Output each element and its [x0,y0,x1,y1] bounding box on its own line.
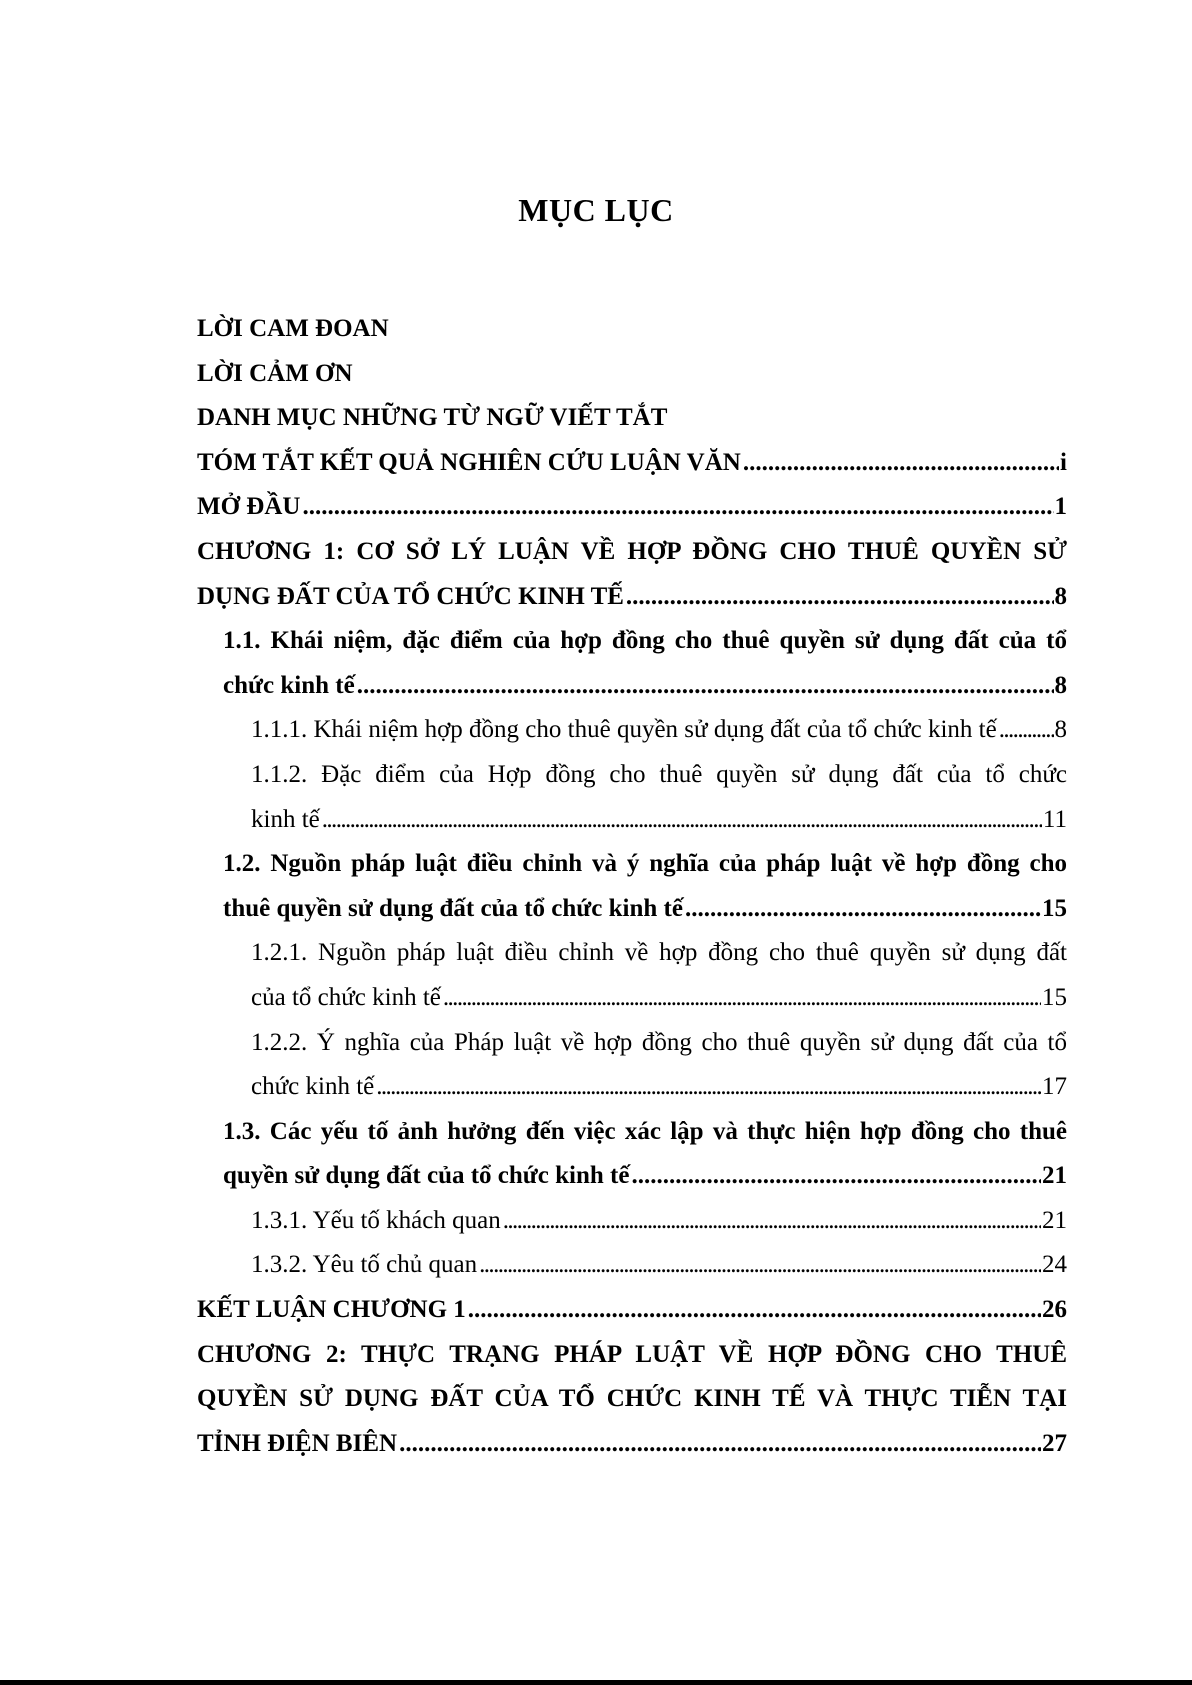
toc-entry-1-1-2[interactable] [197,753,1067,842]
dot-leader [631,1154,1041,1199]
toc-entry-loi-cam-doan[interactable] [197,307,1067,352]
toc-entry-title-line: kinh tế [251,805,320,833]
toc-entry-1-3-2[interactable] [197,1243,1067,1288]
toc-page-number: 17 [1042,1073,1067,1101]
toc-entry-tom-tat[interactable] [197,441,1067,486]
toc-entry-title-line: 1.1. Khái niệm, đặc điểm của hợp đồng cho thuê quyền sử dụng đất của tổ [223,627,1067,655]
toc-entry-title-line: 1.3. Các yếu tố ảnh hưởng đến việc xác lập và thực hiện hợp đồng cho thuê [223,1117,1067,1145]
dot-leader [399,1422,1041,1467]
toc-entry-danh-muc-tu-viet-tat[interactable] [197,396,1067,441]
toc-entry-mo-dau[interactable] [197,485,1067,530]
toc-entry-title-line: CHƯƠNG 2: THỰC TRẠNG PHÁP LUẬT VỀ HỢP ĐỒNG CHO THUÊ [197,1340,1067,1368]
toc-entry-1-3[interactable] [197,1110,1067,1199]
toc-page-number: 11 [1042,805,1067,833]
toc-entry-title: MỞ ĐẦU [197,493,301,521]
toc-entry-title: LỜI CAM ĐOAN [197,315,389,342]
toc-entry-title-line: 1.2.1. Nguồn pháp luật điều chỉnh về hợp đồng cho thuê quyền sử dụng đất [251,939,1067,967]
toc-page-number: i [1060,448,1067,476]
toc-entry-title: 1.3.1. Yếu tố khách quan [251,1206,501,1234]
toc-entry-title-line: QUYỀN SỬ DỤNG ĐẤT CỦA TỔ CHỨC KINH TẾ VÀ THỰC TIỄN TẠI [197,1385,1067,1413]
toc-entry-title-line: CHƯƠNG 1: CƠ SỞ LÝ LUẬN VỀ HỢP ĐỒNG CHO THUÊ QUYỀN SỬ [197,537,1067,565]
toc-entry-1-2-2[interactable] [197,1021,1067,1110]
toc-entry-chuong-2[interactable] [197,1333,1067,1467]
toc-entry-title-line: DỤNG ĐẤT CỦA TỔ CHỨC KINH TẾ [197,582,624,610]
toc-page-number: 15 [1042,894,1067,922]
toc-entry-title-line: quyền sử dụng đất của tổ chức kinh tế [223,1162,630,1190]
dot-leader [685,887,1041,932]
dot-leader [743,441,1059,486]
toc-page-number: 21 [1042,1162,1067,1190]
toc-entry-title: KẾT LUẬN CHƯƠNG 1 [197,1296,466,1324]
toc-entry-title-line: thuê quyền sử dụng đất của tổ chức kinh tế [223,894,683,922]
toc-page-number: 21 [1042,1206,1067,1234]
dot-leader [322,798,1042,843]
toc-entry-title-line: chức kinh tế [223,671,355,699]
toc-page-number: 24 [1042,1251,1067,1279]
toc-entry-title-line: chức kinh tế [251,1073,375,1101]
toc-entry-title-line: 1.2.2. Ý nghĩa của Pháp luật về hợp đồng cho thuê quyền sử dụng đất của tổ [251,1028,1067,1056]
dot-leader [357,664,1054,709]
toc-entry-title-line: TỈNH ĐIỆN BIÊN [197,1429,398,1457]
toc-entry-1-1-1[interactable] [197,708,1067,753]
toc-entry-title-line: 1.1.2. Đặc điểm của Hợp đồng cho thuê quyền sử dụng đất của tổ chức [251,760,1067,788]
table-of-contents [197,307,1067,1466]
toc-page-number: 8 [1054,671,1067,699]
toc-entry-1-1[interactable] [197,619,1067,708]
toc-entry-title: TÓM TẮT KẾT QUẢ NGHIÊN CỨU LUẬN VĂN [197,448,741,476]
toc-page-number: 1 [1054,493,1067,521]
toc-entry-title: DANH MỤC NHỮNG TỪ NGỮ VIẾT TẮT [197,404,668,432]
toc-entry-ket-luan-chuong-1[interactable] [197,1288,1067,1333]
toc-entry-title-line: của tổ chức kinh tế [251,983,441,1011]
toc-page-number: 26 [1042,1296,1067,1324]
dot-leader [503,1199,1041,1244]
toc-entry-title: 1.3.2. Yêu tố chủ quan [251,1251,478,1279]
toc-entry-title: 1.1.1. Khái niệm hợp đồng cho thuê quyền sử dụng đất của tổ chức kinh tế [251,716,997,744]
toc-page-number: 8 [1054,582,1067,610]
page-bottom-border [0,1680,1192,1685]
toc-page-number: 8 [1054,716,1067,744]
dot-leader [626,575,1054,620]
toc-entry-1-3-1[interactable] [197,1199,1067,1244]
dot-leader [468,1288,1041,1333]
toc-page-number: 15 [1042,983,1067,1011]
dot-leader [302,485,1053,530]
toc-page-number: 27 [1042,1429,1067,1457]
dot-leader [443,976,1041,1021]
toc-entry-title: LỜI CẢM ƠN [197,359,353,387]
toc-entry-1-2[interactable] [197,842,1067,931]
toc-entry-title-line: 1.2. Nguồn pháp luật điều chỉnh và ý nghĩa của pháp luật về hợp đồng cho [223,850,1067,878]
page-title: MỤC LỤC [518,192,674,228]
dot-leader [479,1243,1041,1288]
toc-entry-1-2-1[interactable] [197,931,1067,1020]
dot-leader [999,708,1054,753]
dot-leader [376,1065,1041,1110]
toc-entry-loi-cam-on[interactable] [197,352,1067,397]
toc-entry-chuong-1[interactable] [197,530,1067,619]
